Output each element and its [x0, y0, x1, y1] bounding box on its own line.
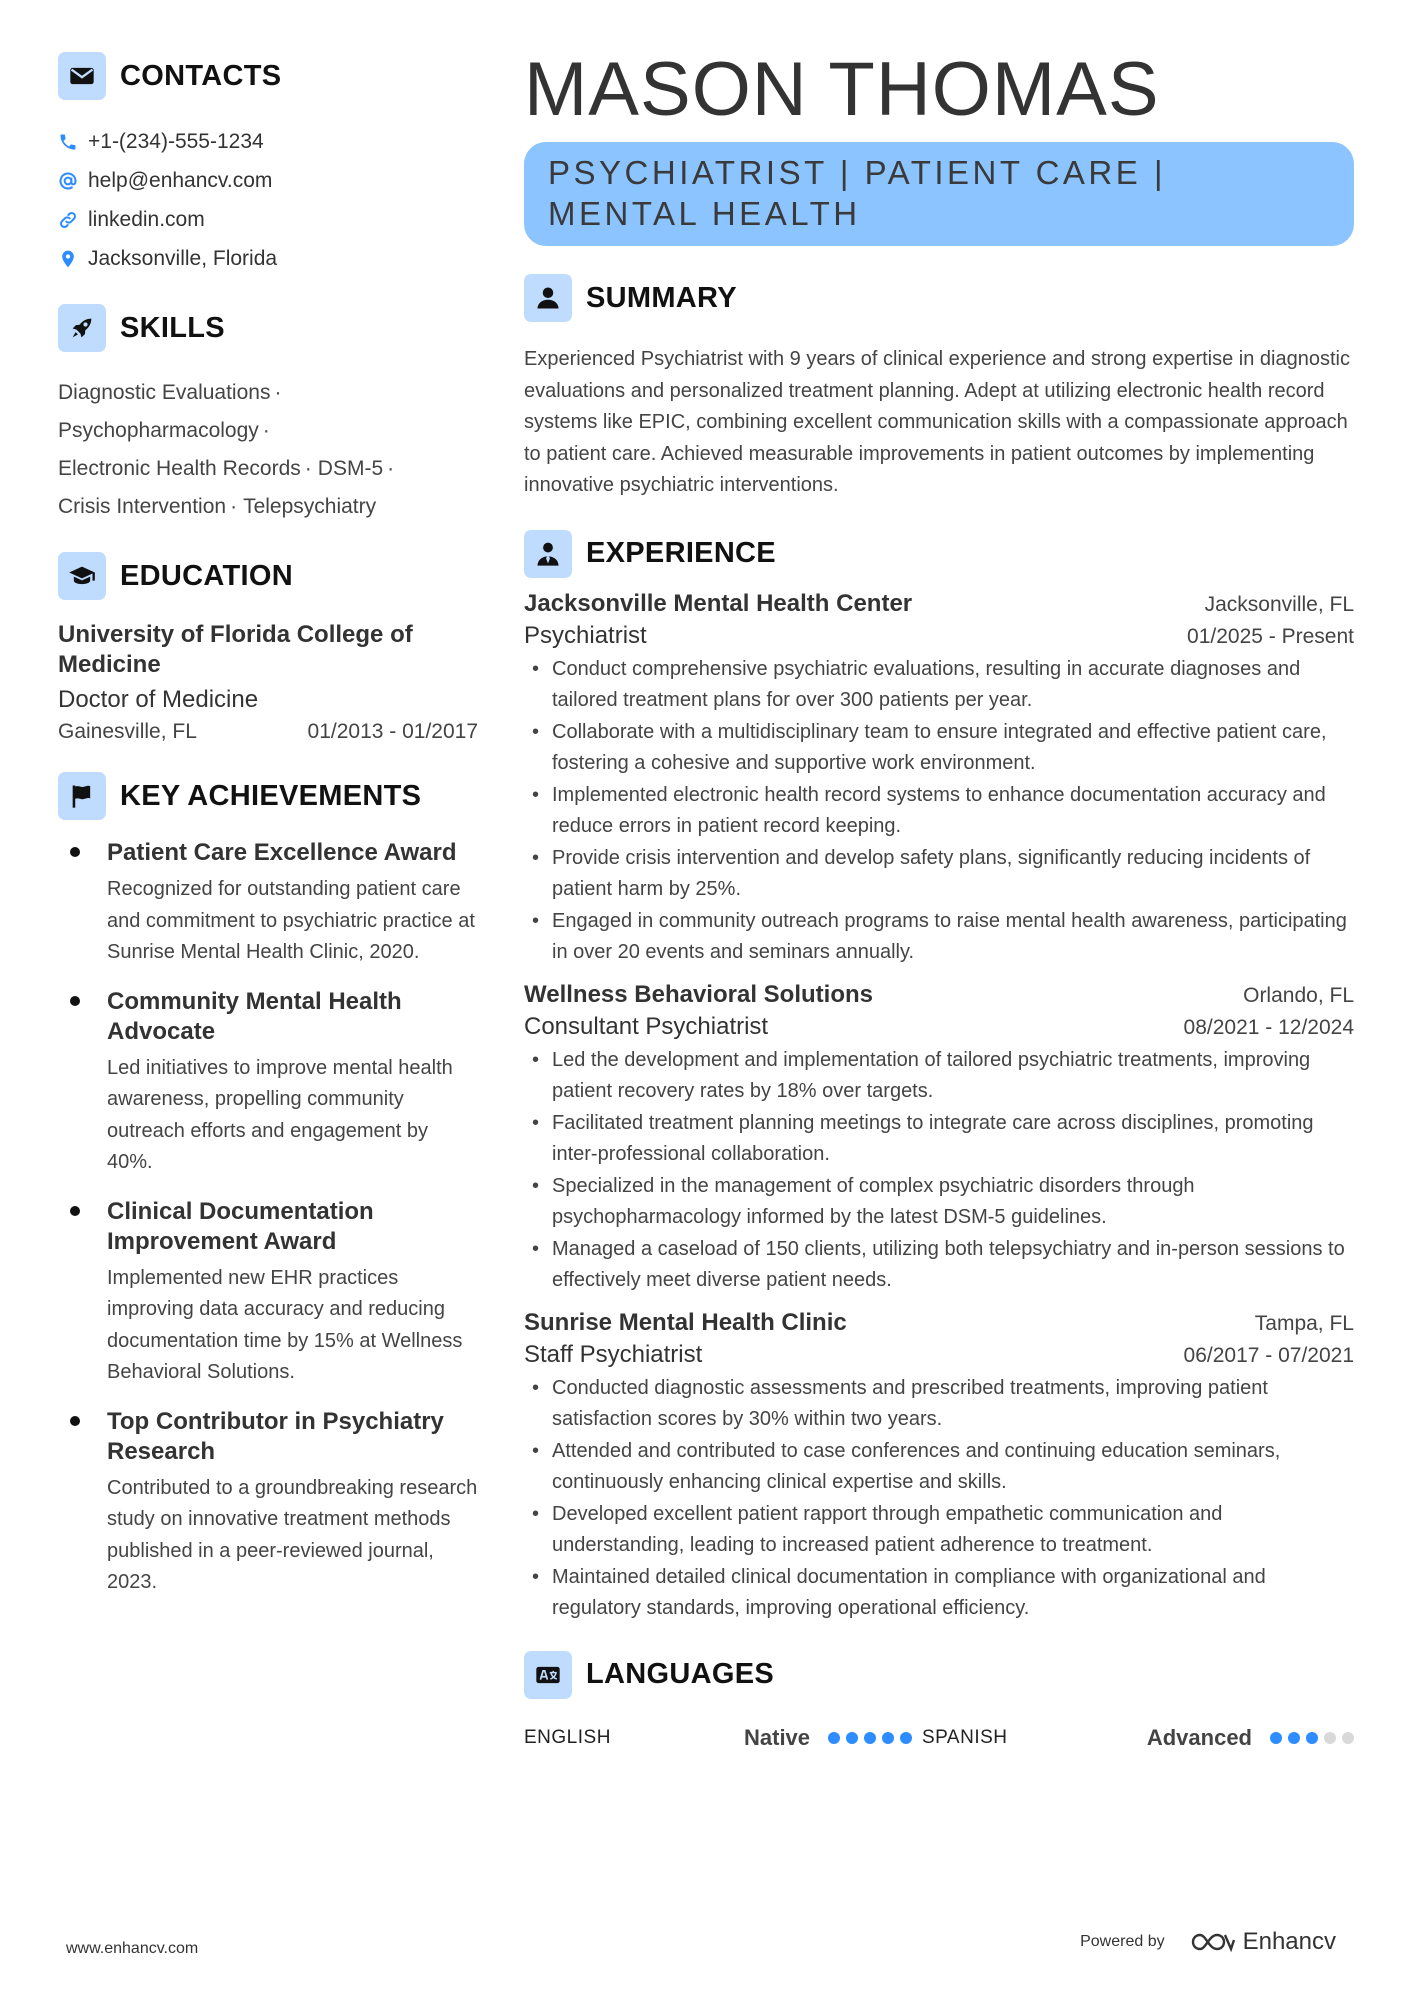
skill-separator: · — [274, 381, 282, 404]
job-location: Jacksonville, FL — [1204, 592, 1354, 616]
contacts-heading: CONTACTS — [120, 59, 282, 92]
job-header — [524, 1309, 1354, 1337]
graduation-cap-icon — [58, 552, 106, 600]
job-location: Orlando, FL — [1243, 983, 1354, 1007]
achievement-title: Community Mental Health Advocate — [107, 987, 402, 1045]
contact-location — [58, 239, 478, 278]
achievements-section — [58, 772, 478, 1599]
rating-dot — [900, 1732, 912, 1744]
rating-dot — [1324, 1732, 1336, 1744]
left-column — [58, 52, 478, 1617]
bullet-icon — [70, 996, 80, 1006]
link-icon — [58, 210, 78, 230]
powered-by-label: Powered by — [1080, 1933, 1165, 1950]
rating-dot — [1270, 1732, 1282, 1744]
achievement-item — [58, 1407, 478, 1599]
job-role: Staff Psychiatrist — [524, 1340, 703, 1368]
job-entry — [524, 1309, 1354, 1625]
job-bullet: • Implemented electronic health record systems to enhance documentation accuracy and reduce errors in patient record keeping. — [524, 780, 1354, 843]
skill-item: Telepsychiatry — [243, 495, 377, 518]
summary-heading: SUMMARY — [586, 281, 737, 314]
job-dates: 08/2021 - 12/2024 — [1183, 1015, 1354, 1039]
briefcase-user-icon — [524, 530, 572, 578]
skill-item: Psychopharmacology — [58, 419, 259, 442]
job-bullet: • Led the development and implementation of tailored psychiatric treatments, improving patient recovery rates by 18% over targets. — [524, 1045, 1354, 1108]
achievement-title: Top Contributor in Psychiatry Research — [107, 1407, 444, 1465]
edu-meta — [58, 720, 478, 744]
job-bullet: • Specialized in the management of complex psychiatric disorders through psychopharmacology informed by the latest DSM-5 guidelines. — [524, 1171, 1354, 1234]
edu-location: Gainesville, FL — [58, 720, 197, 743]
job-bullet: • Managed a caseload of 150 clients, utilizing both telepsychiatry and in-person sessions to effectively meet diverse patient needs. — [524, 1234, 1354, 1297]
languages-section — [524, 1651, 1354, 1751]
footer-website[interactable]: www.enhancv.com — [66, 1940, 199, 1957]
job-bullets — [524, 654, 1354, 969]
language-spanish — [922, 1725, 1354, 1751]
job-role: Consultant Psychiatrist — [524, 1012, 769, 1040]
bullet-icon — [70, 847, 80, 857]
languages-heading: LANGUAGES — [586, 1658, 774, 1690]
achievement-desc: Led initiatives to improve mental health awareness, propelling community outreach efforts and engagement by 40%. — [107, 1056, 453, 1173]
job-company: Sunrise Mental Health Clinic — [524, 1308, 847, 1336]
envelope-icon — [58, 52, 106, 100]
achievement-item — [58, 987, 478, 1179]
bullet-icon — [70, 1206, 80, 1216]
languages-row — [524, 1725, 1354, 1751]
skill-separator: · — [230, 495, 238, 518]
phone-icon — [58, 132, 78, 152]
rating-dot — [828, 1732, 840, 1744]
language-rating — [1270, 1732, 1354, 1744]
job-bullet: • Facilitated treatment planning meetings to integrate care across disciplines, promoting inter-professional collaboration. — [524, 1108, 1354, 1171]
achievement-desc: Recognized for outstanding patient care and commitment to psychiatric practice at Sunrise Mental Health Clinic, 2020. — [107, 878, 475, 963]
job-bullets — [524, 1045, 1354, 1297]
skills-line-4 — [58, 488, 478, 526]
job-subheader — [524, 1341, 1354, 1369]
job-bullet: • Maintained detailed clinical documentation in compliance with organizational and regulatory standards, improving operational efficiency. — [524, 1562, 1354, 1625]
rating-dot — [882, 1732, 894, 1744]
job-entry — [524, 590, 1354, 969]
skills-line-2 — [58, 412, 478, 450]
job-bullet: • Developed excellent patient rapport through empathetic communication and understanding, leading to increased patient adherence to treatment. — [524, 1499, 1354, 1562]
rating-dot — [1288, 1732, 1300, 1744]
edu-degree: Doctor of Medicine — [58, 686, 259, 713]
job-bullet: • Engaged in community outreach programs to raise mental health awareness, participating in over 20 events and seminars annually. — [524, 906, 1354, 969]
job-bullet: • Collaborate with a multidisciplinary team to ensure integrated and effective patient care, fostering a cohesive and supportive work environment. — [524, 717, 1354, 780]
job-bullet: • Conduct comprehensive psychiatric evaluations, resulting in accurate diagnoses and tailored treatment plans for over 300 patients per year. — [524, 654, 1354, 717]
achievement-title: Patient Care Excellence Award — [107, 839, 457, 866]
brand-name: Enhancv — [1242, 1928, 1336, 1955]
job-location: Tampa, FL — [1254, 1311, 1354, 1335]
candidate-name: MASON THOMAS — [524, 47, 1160, 132]
skill-item: Electronic Health Records — [58, 457, 301, 480]
enhancv-logo-icon — [1189, 1930, 1235, 1954]
languages-header — [524, 1651, 1354, 1699]
job-bullet: • Provide crisis intervention and develop safety plans, significantly reducing incidents of patient harm by 25%. — [524, 843, 1354, 906]
language-rating — [828, 1732, 912, 1744]
achievement-item — [58, 838, 478, 969]
rating-dot — [1342, 1732, 1354, 1744]
experience-heading: EXPERIENCE — [586, 537, 776, 569]
bullet-icon — [70, 1416, 80, 1426]
job-header — [524, 590, 1354, 618]
job-subheader — [524, 622, 1354, 650]
rocket-icon — [58, 304, 106, 352]
job-header — [524, 981, 1354, 1009]
experience-section — [524, 530, 1354, 1625]
edu-school: University of Florida College of Medicine — [58, 621, 413, 678]
achievements-header — [58, 772, 478, 820]
achievements-heading: KEY ACHIEVEMENTS — [120, 779, 422, 812]
job-dates: 01/2025 - Present — [1187, 624, 1354, 648]
language-level: Advanced — [1146, 1724, 1252, 1750]
job-bullet: • Attended and contributed to case conferences and continuing education seminars, continuously enhancing clinical expertise and skills. — [524, 1436, 1354, 1499]
contact-email — [58, 161, 478, 200]
user-icon — [524, 274, 572, 322]
job-role: Psychiatrist — [524, 621, 647, 649]
skill-separator: · — [262, 419, 270, 442]
at-icon — [58, 171, 78, 191]
contacts-header — [58, 52, 478, 100]
job-bullet: • Conducted diagnostic assessments and prescribed treatments, improving patient satisfaction scores by 30% within two years. — [524, 1373, 1354, 1436]
skills-line-3 — [58, 450, 478, 488]
achievement-desc: Contributed to a groundbreaking research study on innovative treatment methods published in a peer-reviewed journal, 2023. — [107, 1476, 478, 1593]
contact-phone — [58, 122, 478, 161]
skills-section — [58, 304, 478, 526]
skills-list — [58, 374, 478, 526]
summary-header — [524, 274, 1354, 322]
summary-section — [524, 274, 1354, 502]
phone-text[interactable]: +1-(234)-555-1234 — [88, 129, 264, 153]
job-subheader — [524, 1013, 1354, 1041]
contact-list — [58, 122, 478, 278]
language-level: Native — [744, 1724, 811, 1750]
language-name: ENGLISH — [524, 1726, 611, 1748]
linkedin-text[interactable]: linkedin.com — [88, 207, 205, 231]
rating-dot — [864, 1732, 876, 1744]
contacts-section — [58, 52, 478, 278]
rating-dot — [846, 1732, 858, 1744]
email-text[interactable]: help@enhancv.com — [88, 168, 273, 192]
brand-logo[interactable] — [1189, 1928, 1336, 1956]
location-text: Jacksonville, Florida — [88, 246, 278, 270]
job-dates: 06/2017 - 07/2021 — [1183, 1343, 1354, 1367]
education-heading: EDUCATION — [120, 559, 293, 592]
right-column — [524, 48, 1354, 1751]
achievements-list — [58, 838, 478, 1599]
achievement-desc: Implemented new EHR practices improving data accuracy and reducing documentation time by 15% at Wellness Behavioral Solutions. — [107, 1266, 463, 1383]
summary-text: Experienced Psychiatrist with 9 years of clinical experience and strong expertise in diagnostic evaluations and personalized treatment planning. Adept at utilizing electronic health record systems like EPIC, combining excellent communication skills with a compassionate approach to patient care. Achieved measurable improvements in patient outcomes by implementing innovative psychiatric interventions. — [524, 348, 1350, 496]
skill-separator: · — [387, 457, 395, 480]
language-english — [524, 1725, 922, 1751]
job-company: Jacksonville Mental Health Center — [524, 589, 913, 617]
skill-item: DSM-5 — [317, 457, 384, 480]
skills-header — [58, 304, 478, 352]
translate-icon — [524, 1651, 572, 1699]
skills-heading: SKILLS — [120, 311, 225, 344]
job-entry — [524, 981, 1354, 1297]
map-pin-icon — [58, 249, 78, 269]
achievement-item — [58, 1197, 478, 1389]
skill-separator: · — [304, 457, 312, 480]
flag-icon — [58, 772, 106, 820]
contact-linkedin — [58, 200, 478, 239]
experience-header — [524, 530, 1354, 578]
skill-item: Diagnostic Evaluations — [58, 381, 271, 404]
footer-branding — [1080, 1928, 1336, 1956]
edu-dates: 01/2013 - 01/2017 — [307, 720, 478, 743]
skills-line-1 — [58, 374, 478, 412]
job-company: Wellness Behavioral Solutions — [524, 980, 873, 1008]
achievement-title: Clinical Documentation Improvement Award — [107, 1197, 374, 1255]
skill-item: Crisis Intervention — [58, 495, 227, 518]
rating-dot — [1306, 1732, 1318, 1744]
education-header — [58, 552, 478, 600]
language-name: SPANISH — [922, 1726, 1008, 1748]
education-section — [58, 552, 478, 744]
job-bullets — [524, 1373, 1354, 1625]
title-banner: PSYCHIATRIST | PATIENT CARE | MENTAL HEALTH — [524, 142, 1354, 246]
